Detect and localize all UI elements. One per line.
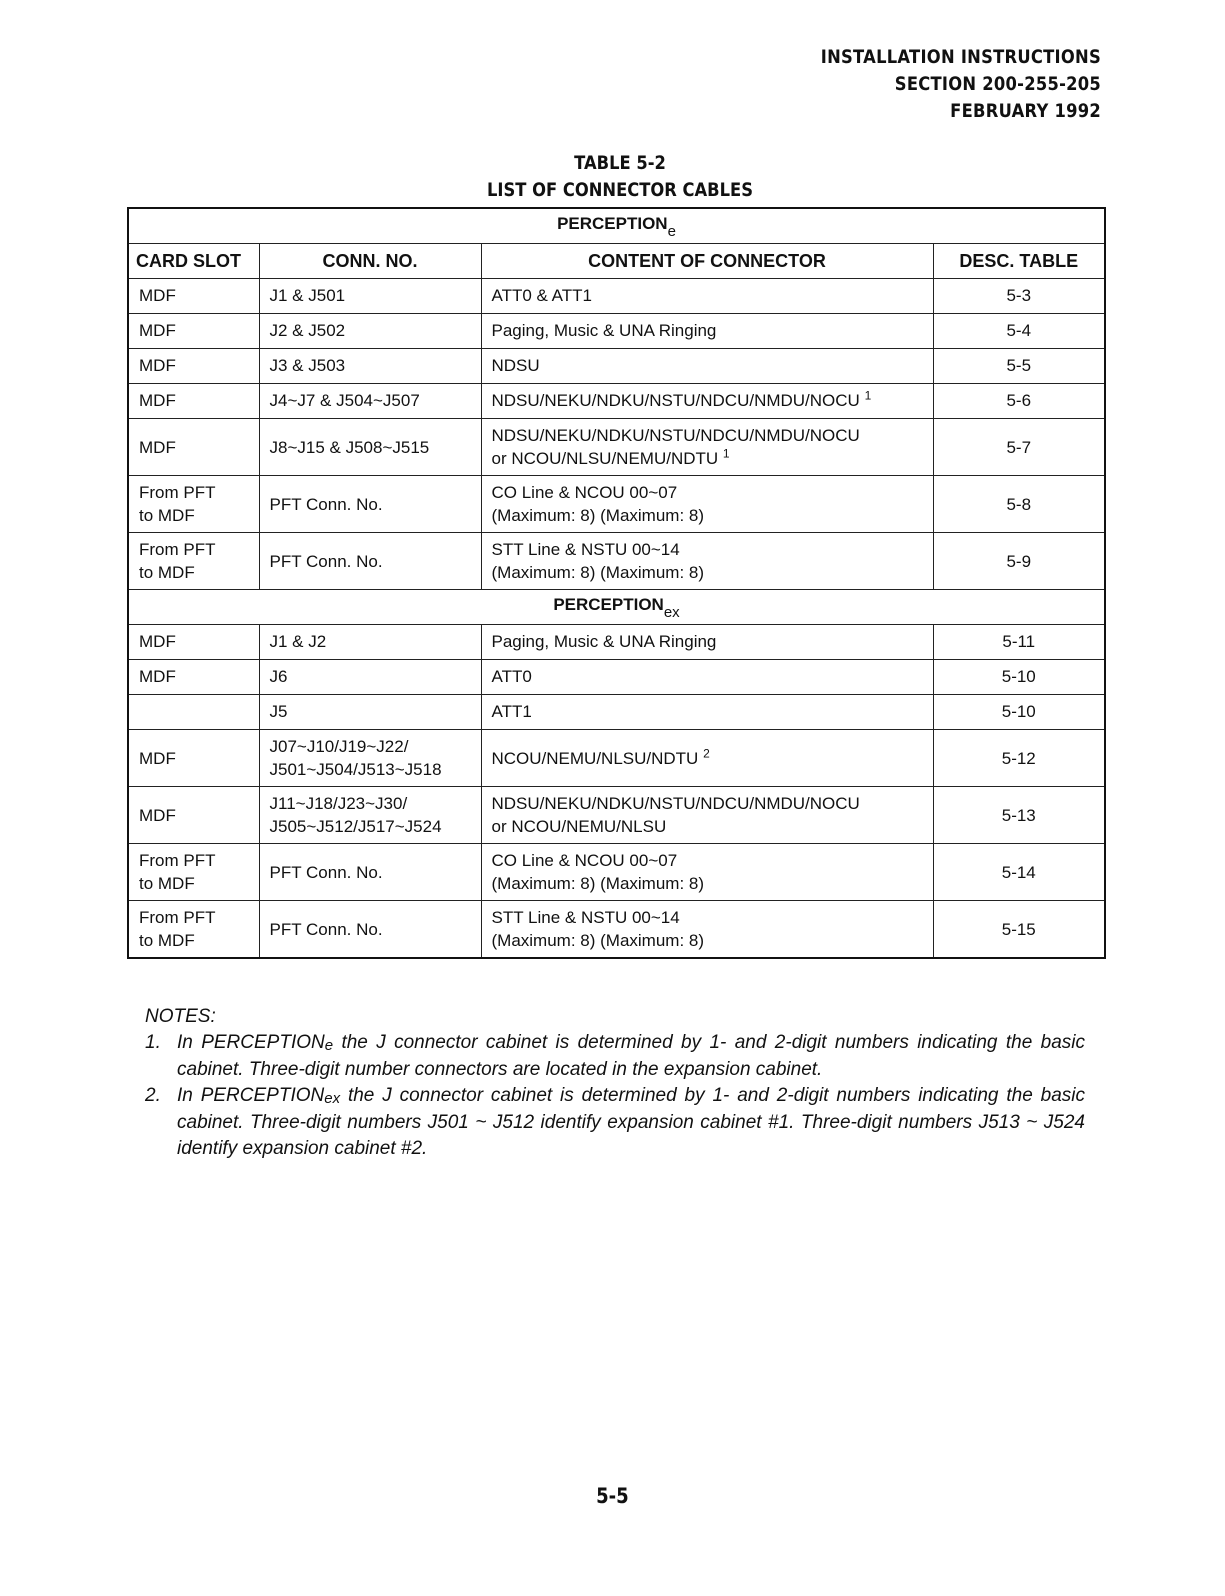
section-header-perception-e: $PERCEPTION_e$ (128, 208, 1105, 244)
table-caption: LIST OF CONNECTOR CABLES (487, 179, 753, 201)
section-header-perception-ex: $PERCEPTION_{ex}$ (128, 590, 1105, 625)
table-title (87, 150, 1153, 204)
table-row: MDF J3 & J503 NDSU 5-5 (128, 349, 1105, 384)
table-row: From PFT to MDF PFT Conn. No. CO Line & NCOU 00~07 (Maximum: 8) (Maximum: 8) 5-14 (128, 844, 1105, 901)
page-number: 5-5 (596, 1484, 629, 1508)
table-row: From PFT to MDF PFT Conn. No. CO Line & NCOU 00~07 (Maximum: 8) (Maximum: 8) 5-8 (128, 476, 1105, 533)
column-header-card-slot: CARD SLOT (128, 244, 259, 279)
notes-section (145, 1004, 1085, 1162)
column-header-conn-no: CONN. NO. (259, 244, 481, 279)
table-row: MDF J07~J10/J19~J22/ J501~J504/J513~J518 NCOU/NEMU/NLSU/NDTU $^2$ 5-12 (128, 730, 1105, 787)
table-row: MDF J2 & J502 Paging, Music & UNA Ringing 5-4 (128, 314, 1105, 349)
document-header (585, 44, 1101, 125)
column-header-content: CONTENT OF CONNECTOR (481, 244, 933, 279)
table-row: From PFT to MDF PFT Conn. No. STT Line & NSTU 00~14 (Maximum: 8) (Maximum: 8) 5-15 (128, 901, 1105, 959)
footnote-marker: 1 (864, 388, 872, 403)
header-section: SECTION 200-255-205 (894, 73, 1101, 95)
footnote-marker: 1 (722, 446, 730, 461)
footnote-marker: 2 (703, 745, 710, 760)
table-row: From PFT to MDF PFT Conn. No. STT Line & NSTU 00~14 (Maximum: 8) (Maximum: 8) 5-9 (128, 533, 1105, 590)
note-2: 2. In $PERCEPTION_{ex}$ the J connector cabinet is determined by 1- and 2-digit numbers indicating the basic cabinet. Three-digit numbers J501 ~ J512 identify expansion cabinet #1. Three-digit numbers J513 ~ J524 identify expansion cabinet #2. (145, 1085, 1085, 1159)
table-row: MDF J4~J7 & J504~J507 NDSU/NEKU/NDKU/NSTU/NDCU/NMDU/NOCU $^1$ 5-6 (128, 384, 1105, 419)
header-date: FEBRUARY 1992 (950, 100, 1101, 122)
table-row: MDF J1 & J2 Paging, Music & UNA Ringing 5-11 (128, 625, 1105, 660)
column-header-row (128, 244, 1105, 279)
table-number: TABLE 5-2 (574, 152, 666, 174)
note-1: 1. In $PERCEPTION_e$ the J connector cabinet is determined by 1- and 2-digit numbers indicating the basic cabinet. Three-digit number connectors are located in the expansion cabinet. (145, 1032, 1085, 1080)
table-row: MDF J1 & J501 ATT0 & ATT1 5-3 (128, 279, 1105, 314)
connector-cables-table (127, 207, 1106, 959)
table-row: MDF J6 ATT0 5-10 (128, 660, 1105, 695)
notes-heading: NOTES: (145, 1006, 216, 1027)
table-row: MDF J11~J18/J23~J30/ J505~J512/J517~J524 NDSU/NEKU/NDKU/NSTU/NDCU/NMDU/NOCU or NCOU/NEMU/NLSU 5-13 (128, 787, 1105, 844)
table-row: J5 ATT1 5-10 (128, 695, 1105, 730)
header-title: INSTALLATION INSTRUCTIONS (820, 46, 1101, 68)
table-row: MDF J8~J15 & J508~J515 NDSU/NEKU/NDKU/NSTU/NDCU/NMDU/NOCU or NCOU/NLSU/NEMU/NDTU $^1$ 5-7 (128, 419, 1105, 476)
column-header-desc-table: DESC. TABLE (933, 244, 1105, 279)
